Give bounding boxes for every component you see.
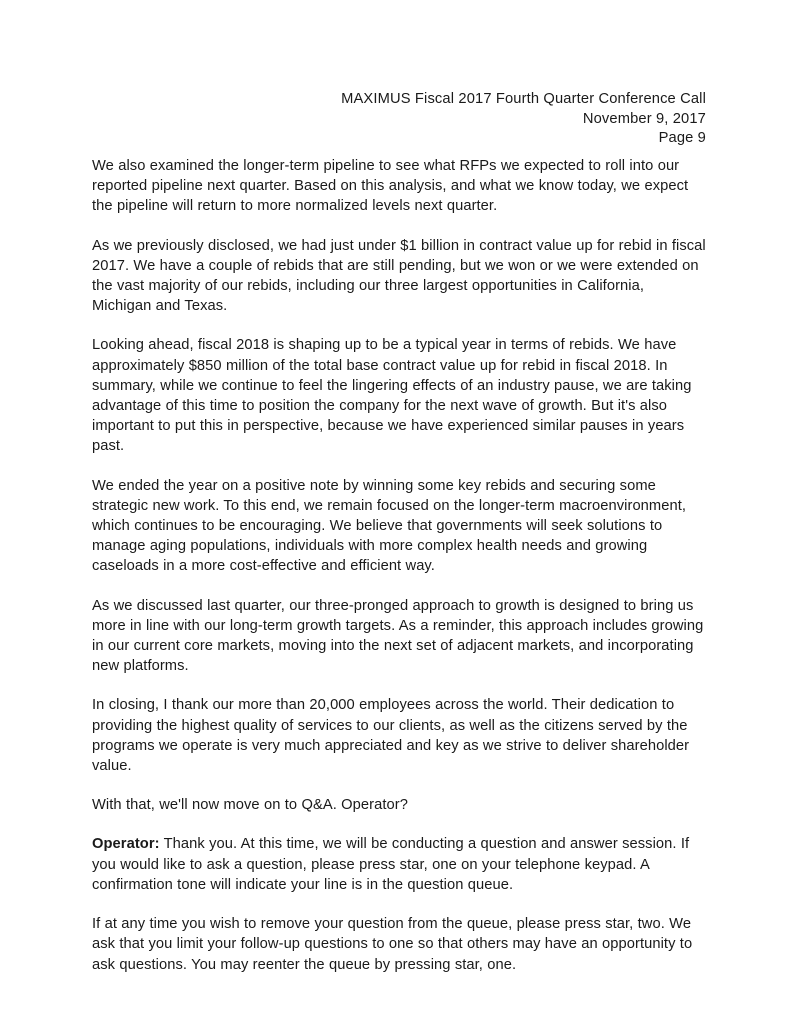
paragraph-fiscal-2018-outlook: Looking ahead, fiscal 2018 is shaping up to be a typical year in terms of rebids. We have approximately $850 million of the total base contract value up for rebid in fiscal 2018. In summary, while we continue to feel the lingering effects of an industry pause, we are taking advantage of this time to position the company for the next wave of growth. But it's also important to put this in perspective, because we have experienced similar pauses in years past. — [92, 337, 692, 455]
paragraph-pipeline-outlook: We also examined the longer-term pipeline to see what RFPs we expected to roll into our reported pipeline next quarter. Based on this analysis, and what we know today, we expect the pipeline will return to more normalized levels next quarter. — [92, 158, 689, 215]
document-header — [92, 90, 706, 149]
speaker-label-operator: Operator: — [92, 836, 160, 853]
document-body — [92, 156, 706, 975]
paragraph-operator-instructions — [92, 834, 706, 895]
operator-instructions-text: Thank you. At this time, we will be conducting a question and answer session. If you would like to ask a question, please press star, one on your telephone keypad. A confirmation tone will indicate your line is in the question queue. — [92, 836, 690, 893]
header-title-line: MAXIMUS Fiscal 2017 Fourth Quarter Conference Call — [341, 91, 706, 107]
paragraph-year-end-summary: We ended the year on a positive note by winning some key rebids and securing some strategic new work. To this end, we remain focused on the longer-term macroenvironment, which continues to be encouraging. We believe that governments will seek solutions to manage aging populations, individuals with more complex health needs and growing caseloads in a more cost-effective and efficient way. — [92, 477, 687, 575]
paragraph-closing-thanks: In closing, I thank our more than 20,000 employees across the world. Their dedication to providing the highest quality of services to our clients, as well as the citizens served by the programs we operate is very much appreciated and key as we strive to deliver shareholder value. — [92, 697, 690, 775]
paragraph-fiscal-2017-rebids: As we previously disclosed, we had just under $1 billion in contract value up for rebid in fiscal 2017. We have a couple of rebids that are still pending, but we won or we were extended on the vast majority of our rebids, including our three largest opportunities in California, Michigan and Texas. — [92, 237, 706, 315]
header-date-line: November 9, 2017 — [582, 110, 706, 127]
paragraph-growth-approach: As we discussed last quarter, our three-pronged approach to growth is designed to bring us more in line with our long-term growth targets. As a reminder, this approach includes growing in our current core markets, moving into the next set of adjacent markets, and incorporating new platforms. — [92, 597, 704, 675]
paragraph-handoff-to-qa: With that, we'll now move on to Q&A. Operator? — [92, 797, 408, 814]
paragraph-queue-instructions: If at any time you wish to remove your question from the queue, please press star, two. We ask that you limit your follow-up questions to one so that others may have an opportunity to ask questions. You may reenter the queue by pressing star, one. — [92, 916, 693, 973]
header-page-number: Page 9 — [658, 130, 706, 146]
